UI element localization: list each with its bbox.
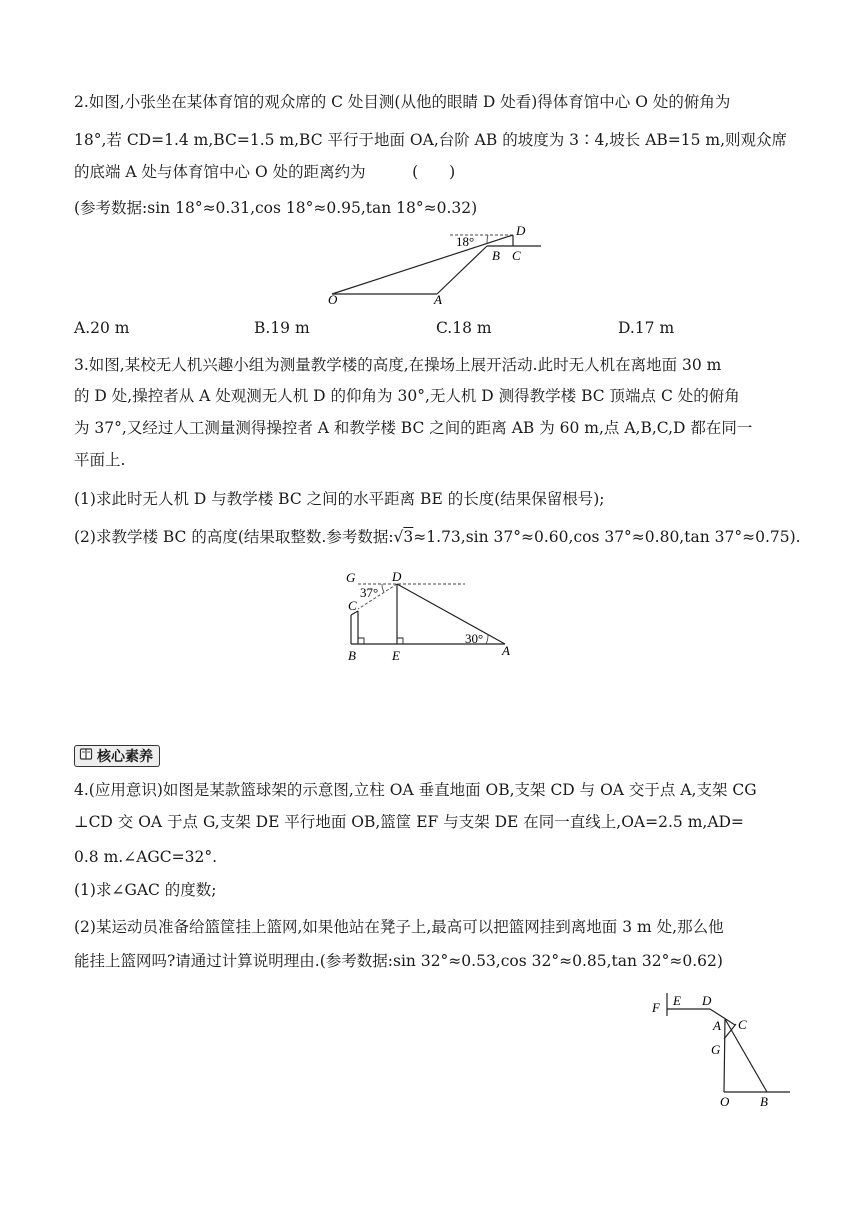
sight-line-do bbox=[332, 235, 513, 294]
label-d: D bbox=[702, 993, 712, 1008]
q3-text-line-1: 3.如图,某校无人机兴趣小组为测量教学楼的高度,在操场上展开活动.此时无人机在离地面 30 m bbox=[74, 356, 722, 374]
label-o: O bbox=[328, 292, 338, 307]
step-ab bbox=[437, 246, 487, 294]
label-o: O bbox=[720, 1094, 730, 1109]
right-angle-b bbox=[358, 638, 364, 644]
label-c: C bbox=[512, 248, 521, 263]
option-c[interactable]: C.18 m bbox=[436, 319, 492, 337]
label-d: D bbox=[516, 223, 526, 238]
label-f: F bbox=[652, 1000, 660, 1015]
q3-text-line-2: 的 D 处,操控者从 A 处观测无人机 D 的仰角为 30°,无人机 D 测得教学楼 BC 顶端点 C 处的俯角 bbox=[74, 387, 740, 405]
right-angle-e bbox=[397, 638, 403, 644]
sight-line-da bbox=[397, 584, 505, 644]
book-icon bbox=[79, 747, 93, 765]
label-c: C bbox=[348, 598, 357, 613]
label-a: A bbox=[434, 292, 442, 307]
label-e: E bbox=[673, 993, 681, 1008]
angle-30-label: 30° bbox=[465, 631, 484, 646]
q3-part-2 bbox=[74, 527, 801, 547]
q2-text-line-3: 的底端 A 处与体育馆中心 O 处的距离约为 ( ) bbox=[74, 163, 456, 181]
q3-part-2-pre: (2)求教学楼 BC 的高度(结果取整数.参考数据:√ bbox=[74, 528, 404, 546]
angle-30-arc bbox=[486, 635, 488, 644]
angle-arc bbox=[487, 235, 488, 243]
q3-text-line-4: 平面上. bbox=[74, 451, 126, 469]
label-a: A bbox=[502, 643, 510, 658]
q3-part-2-radicand: 3 bbox=[403, 528, 414, 546]
q4-text-line-1: 4.(应用意识)如图是某款篮球架的示意图,立柱 OA 垂直地面 OB,支架 CD 与 OA 交于点 A,支架 CG bbox=[74, 781, 757, 799]
post-oa bbox=[724, 1019, 725, 1092]
label-b: B bbox=[348, 648, 356, 662]
angle-37-label: 37° bbox=[360, 585, 379, 600]
label-g: G bbox=[711, 1042, 721, 1057]
q2-text-line-2: 18°,若 CD=1.4 m,BC=1.5 m,BC 平行于地面 OA,台阶 AB 的坡度为 3∶4,坡长 AB=15 m,则观众席 bbox=[74, 131, 788, 149]
label-b: B bbox=[492, 248, 500, 263]
q2-figure bbox=[320, 222, 545, 308]
option-d[interactable]: D.17 m bbox=[618, 319, 675, 337]
option-b[interactable]: B.19 m bbox=[254, 319, 310, 337]
label-g: G bbox=[346, 570, 356, 585]
q3-part-2-post: ≈1.73,sin 37°≈0.60,cos 37°≈0.80,tan 37°≈0.75). bbox=[413, 528, 801, 546]
label-d: D bbox=[392, 569, 402, 584]
q3-part-1: (1)求此时无人机 D 与教学楼 BC 之间的水平距离 BE 的长度(结果保留根号); bbox=[74, 490, 605, 508]
q3-figure bbox=[340, 567, 545, 662]
q4-part-2-line-2: 能挂上篮网吗?请通过计算说明理由.(参考数据:sin 32°≈0.53,cos 32°≈0.85,tan 32°≈0.62) bbox=[74, 952, 723, 970]
q4-part-2-line-1: (2)某运动员准备给篮筐挂上篮网,如果他站在凳子上,最高可以把篮网挂到离地面 3 m 处,那么他 bbox=[74, 918, 724, 936]
angle-18-label: 18° bbox=[456, 234, 475, 249]
q4-part-1: (1)求∠GAC 的度数; bbox=[74, 881, 217, 899]
q3-text-line-3: 为 37°,又经过人工测量测得操控者 A 和教学楼 BC 之间的距离 AB 为 60 m,点 A,B,C,D 都在同一 bbox=[74, 419, 753, 437]
q2-text-line-1: 2.如图,小张坐在某体育馆的观众席的 C 处目测(从他的眼睛 D 处看)得体育馆中心 O 处的俯角为 bbox=[74, 93, 731, 111]
q4-text-line-3: 0.8 m.∠AGC=32°. bbox=[74, 848, 218, 866]
support-gc bbox=[724, 1024, 736, 1039]
core-literacy-badge bbox=[74, 745, 160, 767]
label-e: E bbox=[392, 648, 400, 662]
q4-text-line-2: ⊥CD 交 OA 于点 G,支架 DE 平行地面 OB,篮筐 EF 与支架 DE 在同一直线上,OA=2.5 m,AD= bbox=[74, 813, 744, 831]
label-c: C bbox=[738, 1017, 747, 1032]
q4-figure bbox=[640, 990, 800, 1110]
q2-reference-data: (参考数据:sin 18°≈0.31,cos 18°≈0.95,tan 18°≈0.32) bbox=[74, 199, 478, 217]
angle-37-arc bbox=[382, 584, 384, 592]
option-a[interactable]: A.20 m bbox=[74, 319, 130, 337]
section-title: 核心素养 bbox=[97, 749, 153, 765]
label-b: B bbox=[760, 1094, 768, 1109]
label-a: A bbox=[713, 1018, 721, 1033]
